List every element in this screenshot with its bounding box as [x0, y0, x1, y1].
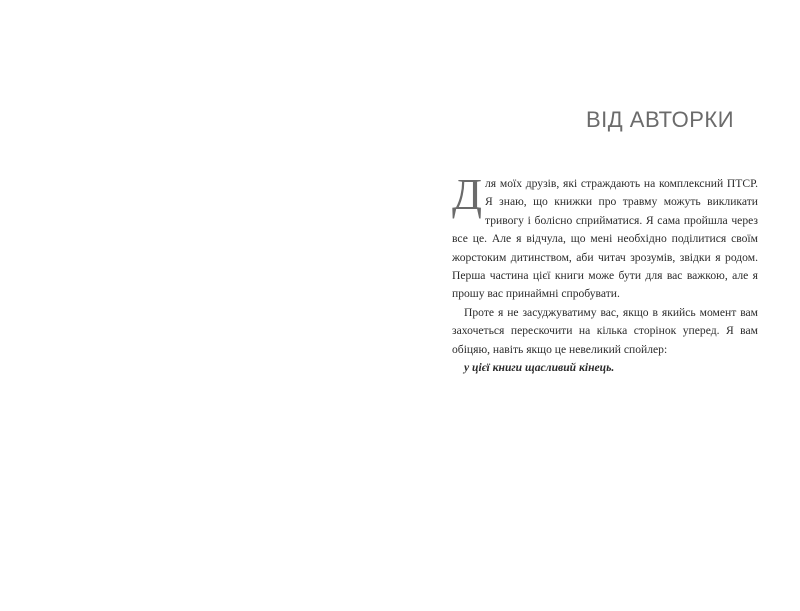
- chapter-title: ВІД АВТОРКИ: [585, 107, 735, 132]
- drop-cap: Д: [452, 170, 483, 219]
- paragraph-1-text: ля моїх друзів, які страждають на комплексний ПТСР. Я знаю, що книжки про травму можуть викликати тривогу і болісно сприйматися. Я сама пройшла через все це. Але я відчула, що мені необхідно поділитися своїм жорстоким дитинством, аби читач зрозумів, звідки я родом. Перша частина цієї книги може бути для вас важкою, але я прошу вас принаймні спробувати.: [452, 177, 758, 301]
- author-note-text: [452, 170, 758, 377]
- emphasis-line: у цієї книги щасливий кінець.: [464, 361, 615, 375]
- paragraph-1: [452, 170, 758, 304]
- paragraph-2: Проте я не засуджуватиму вас, якщо в якийсь момент вам захочеться перескочити на кілька сторінок уперед. Я вам обіцяю, навіть якщо це невеликий спойлер:: [452, 305, 758, 356]
- right-page: [400, 0, 800, 611]
